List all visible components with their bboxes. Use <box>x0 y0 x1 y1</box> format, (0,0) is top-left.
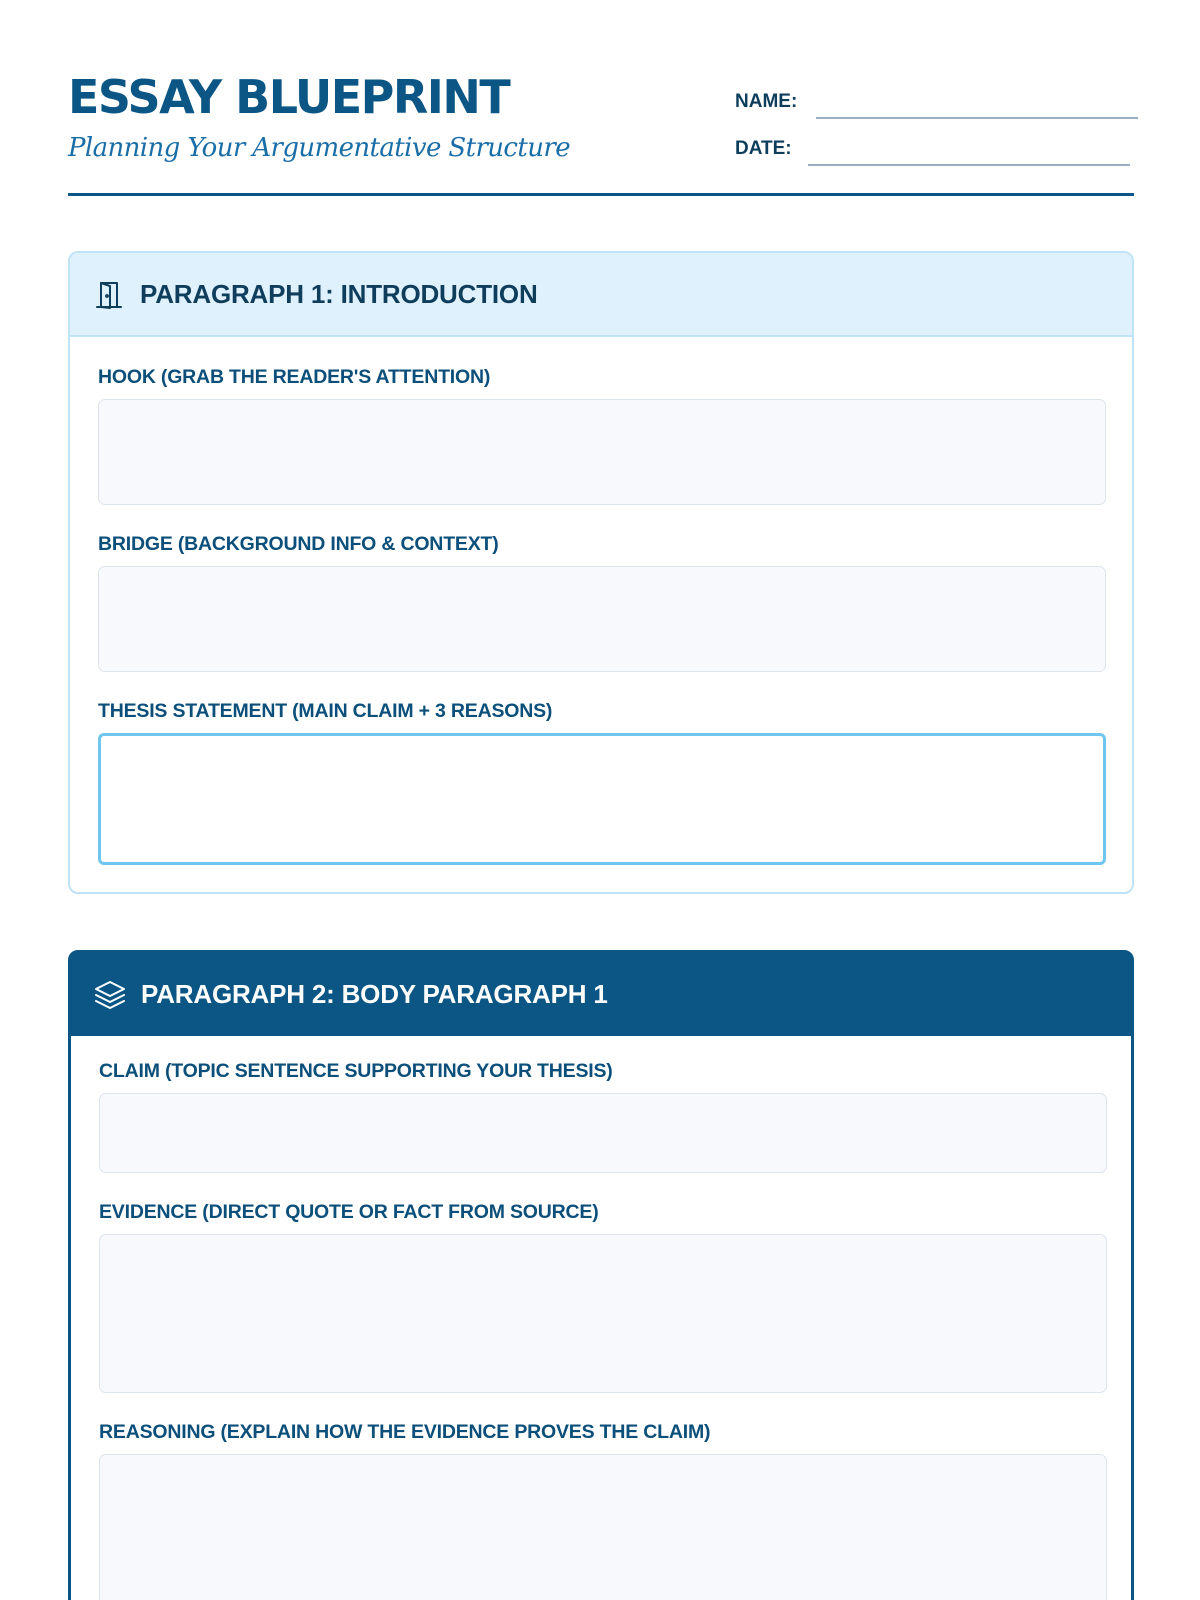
section-introduction <box>68 251 1134 894</box>
hook-label: HOOK (GRAB THE READER'S ATTENTION) <box>98 366 491 388</box>
reasoning-field[interactable] <box>99 1454 1107 1600</box>
reasoning-label: REASONING (EXPLAIN HOW THE EVIDENCE PROVES THE CLAIM) <box>99 1421 711 1443</box>
section-body-paragraph-1-title: PARAGRAPH 2: BODY PARAGRAPH 1 <box>141 979 608 1009</box>
date-field[interactable] <box>808 164 1130 166</box>
header-divider <box>68 193 1134 196</box>
bridge-field[interactable] <box>98 566 1106 672</box>
thesis-label: THESIS STATEMENT (MAIN CLAIM + 3 REASONS) <box>98 700 553 722</box>
claim-field[interactable] <box>99 1093 1107 1173</box>
evidence-field[interactable] <box>99 1234 1107 1393</box>
page-title: ESSAY BLUEPRINT <box>68 70 510 124</box>
name-label: NAME: <box>735 91 798 112</box>
thesis-field[interactable] <box>98 733 1106 865</box>
evidence-label: EVIDENCE (DIRECT QUOTE OR FACT FROM SOURCE) <box>99 1201 599 1223</box>
door-icon <box>92 277 126 311</box>
section-body-paragraph-1 <box>68 950 1134 1600</box>
name-field[interactable] <box>816 117 1138 119</box>
date-label: DATE: <box>735 138 792 159</box>
section-introduction-title: PARAGRAPH 1: INTRODUCTION <box>140 278 538 309</box>
section-body-paragraph-1-header <box>71 953 1131 1036</box>
layers-icon <box>93 978 127 1012</box>
bridge-label: BRIDGE (BACKGROUND INFO & CONTEXT) <box>98 533 499 555</box>
page-subtitle: Planning Your Argumentative Structure <box>68 133 571 163</box>
hook-field[interactable] <box>98 399 1106 505</box>
claim-label: CLAIM (TOPIC SENTENCE SUPPORTING YOUR THESIS) <box>99 1060 613 1082</box>
section-introduction-header <box>70 253 1132 337</box>
